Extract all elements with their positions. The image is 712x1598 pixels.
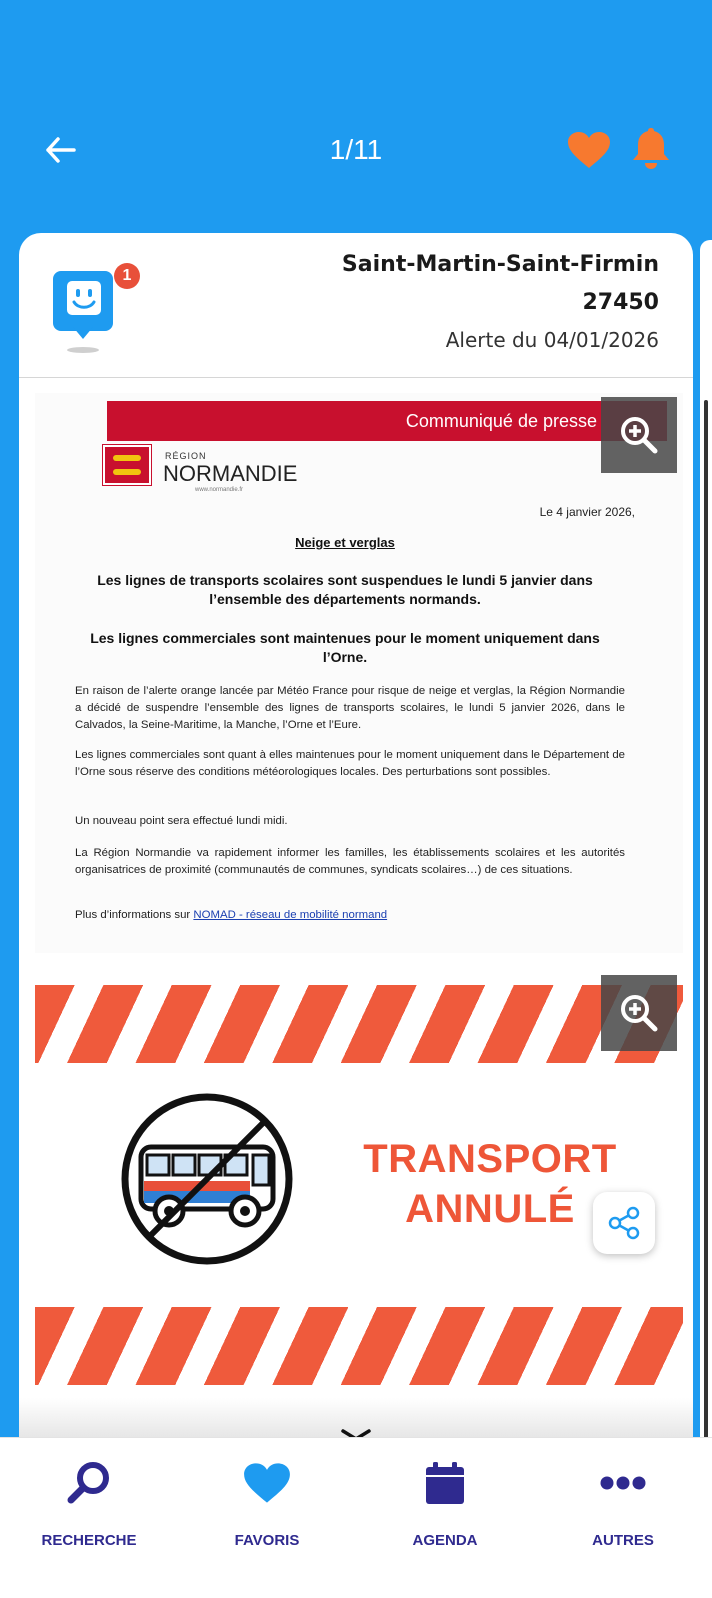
press-band-title: Communiqué de presse [107, 401, 667, 441]
nav-agenda[interactable]: AGENDA [356, 1458, 534, 1558]
more-icon [600, 1475, 646, 1491]
top-bar [0, 0, 712, 230]
press-lead-2: Les lignes commerciales sont maintenues pour le moment uniquement dans l’Orne. [90, 630, 600, 665]
zoom-button-banner[interactable] [601, 975, 677, 1051]
notification-button[interactable] [628, 124, 674, 172]
press-release-image[interactable] [35, 393, 683, 953]
zoom-button-press[interactable] [601, 397, 677, 473]
press-paragraph-3: Un nouveau point sera effectué lundi midi. [75, 815, 288, 827]
search-icon [66, 1460, 112, 1506]
press-title: Neige et verglas [295, 535, 395, 550]
bottom-navigation [0, 1437, 712, 1598]
zoom-in-icon [619, 415, 659, 455]
alert-card [19, 233, 693, 1473]
alert-header [19, 233, 693, 378]
warning-stripes-top [35, 985, 683, 1063]
town-name: Saint-Martin-Saint-Firmin [341, 252, 659, 277]
next-card-edge [700, 240, 712, 1440]
warning-stripes-bottom [35, 1307, 683, 1385]
no-bus-icon [119, 1091, 295, 1267]
page-counter: 1/11 [329, 134, 383, 165]
heart-icon [567, 131, 611, 169]
share-icon [607, 1206, 641, 1240]
nomad-link[interactable]: NOMAD - réseau de mobilité normand [193, 909, 388, 921]
press-paragraph-2: Les lignes commerciales sont quant à elles maintenues pour le moment uniquement dans le Département de l’Orne sous réserve des conditions météorologiques locales. Des perturbations sont possibles. [75, 749, 625, 778]
bell-icon [632, 126, 670, 170]
press-paragraph-1: En raison de l’alerte orange lancée par Météo France pour risque de neige et verglas, la Région Normandie a décidé de suspendre l’ensemble des lignes de transports scolaires, le lundi 5 janvier 2026, dans le Calvados, la Seine-Maritime, la Manche, l’Orne et l’Eure. [75, 685, 625, 731]
share-button[interactable] [593, 1192, 655, 1254]
press-date: Le 4 janvier 2026, [539, 505, 635, 519]
zoom-in-icon [619, 993, 659, 1033]
notification-badge: 1 [114, 263, 140, 289]
nav-recherche[interactable]: RECHERCHE [0, 1458, 178, 1558]
transport-cancelled-image[interactable] [35, 985, 683, 1385]
region-normandie-logo: RÉGION NORMANDIE www.normandie.fr [87, 435, 287, 497]
nav-autres[interactable]: AUTRES [534, 1458, 712, 1558]
press-paragraph-4: La Région Normandie va rapidement informer les familles, les établissements scolaires et les autorités organisatrices de proximité (communautés de communes, syndicats scolaires…) de ces situations. [75, 847, 625, 876]
alert-date: Alerte du 04/01/2026 [445, 328, 659, 352]
app-logo [51, 263, 132, 353]
nav-favoris[interactable]: FAVORIS [178, 1458, 356, 1558]
smiley-icon [67, 281, 101, 317]
normandie-shield-icon [103, 445, 151, 485]
banner-line-1: TRANSPORT [363, 1137, 617, 1181]
heart-icon [243, 1462, 291, 1504]
calendar-icon [425, 1461, 465, 1505]
press-more-info: Plus d’informations sur NOMAD - réseau de mobilité normand [75, 909, 388, 921]
banner-line-2: ANNULÉ [405, 1187, 575, 1231]
postal-code: 27450 [582, 290, 659, 315]
favorite-button[interactable] [566, 128, 612, 172]
press-lead-1: Les lignes de transports scolaires sont suspendues le lundi 5 janvier dans l’ensemble des départements normands. [97, 572, 593, 607]
